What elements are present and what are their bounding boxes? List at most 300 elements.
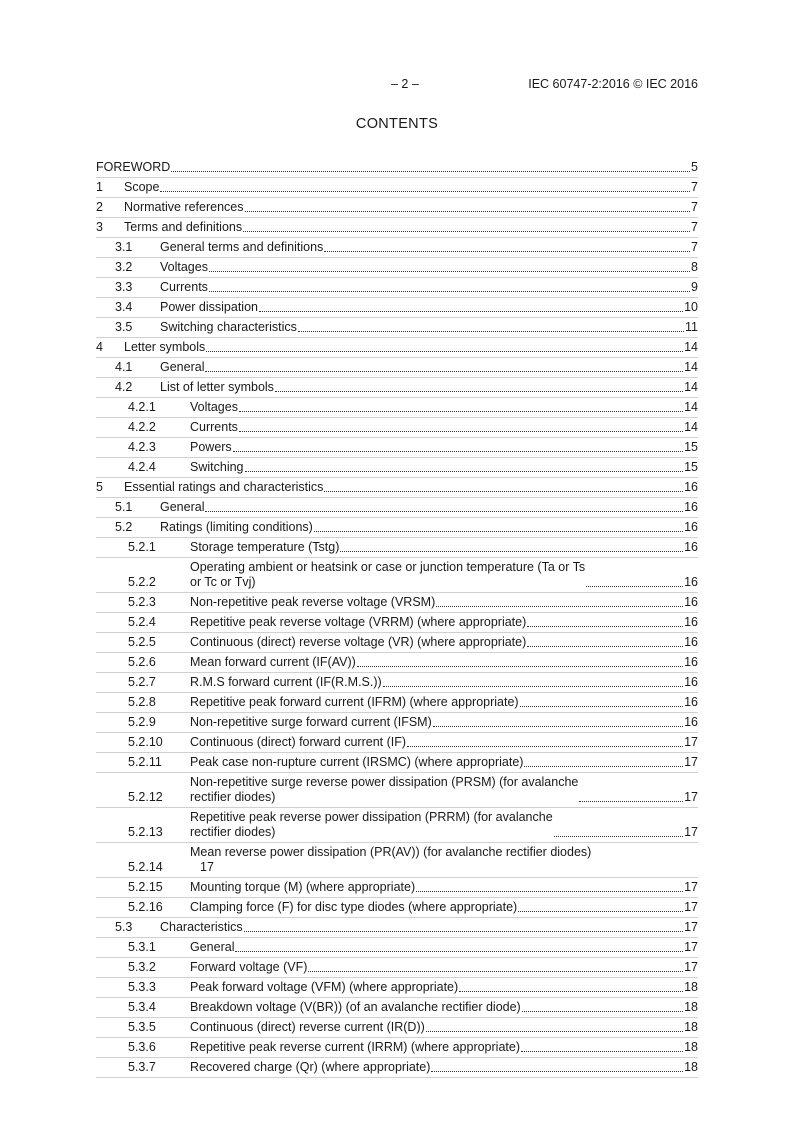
dot-leader — [518, 910, 683, 912]
toc-entry[interactable] — [96, 478, 698, 497]
toc-entry-body — [190, 960, 684, 975]
toc-entry-number: 5.3.5 — [128, 1020, 156, 1034]
toc-entry-page: 14 — [684, 360, 698, 374]
toc-entry-body — [190, 635, 684, 650]
toc-entry-title — [190, 1000, 521, 1015]
toc-entry-title-line: Power dissipation — [160, 300, 258, 314]
toc-entry-title-line: Peak case non-rupture current (IRSMC) (where appropriate) — [190, 755, 524, 769]
toc-entry[interactable] — [96, 918, 698, 937]
toc-entry-title-line: Peak forward voltage (VFM) (where appropriate) — [190, 980, 459, 994]
toc-entry-title-line: 17 — [200, 860, 214, 874]
toc-entry-page: 17 — [684, 960, 698, 974]
toc-entry-title — [190, 595, 435, 610]
toc-entry[interactable] — [96, 998, 698, 1017]
toc-entry-title — [190, 540, 339, 555]
toc-entry[interactable] — [96, 378, 698, 397]
toc-entry-title-line: General terms and definitions — [160, 240, 324, 254]
toc-entry-body — [160, 320, 685, 335]
toc-entry-title-line: Ratings (limiting conditions) — [160, 520, 313, 534]
toc-entry[interactable] — [96, 808, 698, 842]
toc-entry[interactable] — [96, 358, 698, 377]
dot-leader — [244, 930, 683, 932]
toc-entry-number: 5.2.13 — [128, 825, 163, 839]
toc-entry-body — [190, 540, 684, 555]
toc-entry-title-line: Switching — [190, 460, 244, 474]
toc-entry-page: 16 — [684, 695, 698, 709]
toc-entry-title-line: Non-repetitive surge forward current (IFSM) — [190, 715, 432, 729]
toc-entry-title — [190, 440, 232, 455]
page-header — [96, 77, 698, 93]
toc-entry-body — [190, 1040, 684, 1055]
toc-entry-number: 5.2 — [115, 520, 133, 534]
toc-entry[interactable] — [96, 458, 698, 477]
toc-entry-number: 5.3.3 — [128, 980, 156, 994]
toc-entry-title-line: Currents — [190, 420, 238, 434]
toc-entry-body — [160, 920, 684, 935]
dot-leader — [308, 970, 683, 972]
toc-entry-number: 5.2.16 — [128, 900, 163, 914]
dot-leader — [524, 765, 683, 767]
toc-entry[interactable] — [96, 498, 698, 517]
toc-entry[interactable] — [96, 558, 698, 592]
toc-entry-title — [124, 180, 159, 195]
toc-entry[interactable] — [96, 713, 698, 732]
toc-entry-title-line: or Tc or Tvj) — [190, 575, 256, 589]
toc-entry-number: 3 — [96, 220, 103, 234]
toc-entry-number: 5 — [96, 480, 103, 494]
toc-entry-page: 17 — [684, 920, 698, 934]
toc-entry-number: 3.3 — [115, 280, 133, 294]
toc-entry-title — [190, 1040, 520, 1055]
toc-entry-title — [190, 675, 382, 690]
dot-leader — [416, 890, 683, 892]
toc-entry-page: 16 — [684, 575, 698, 589]
toc-entry-page: 17 — [684, 825, 698, 839]
toc-entry-number: 3.1 — [115, 240, 133, 254]
toc-entry-body — [190, 980, 684, 995]
toc-entry-number: 5.2.2 — [128, 575, 156, 589]
toc-entry[interactable] — [96, 198, 698, 217]
toc-entry-title-line: R.M.S forward current (IF(R.M.S.)) — [190, 675, 382, 689]
toc-entry-number: 5.3 — [115, 920, 133, 934]
toc-entry-number: 1 — [96, 180, 103, 194]
toc-entry-body — [190, 755, 684, 770]
toc-entry-body — [124, 200, 691, 215]
toc-entry-page: 14 — [684, 420, 698, 434]
toc-entry-title-line: Breakdown voltage (V(BR)) (of an avalanche rectifier diode) — [190, 1000, 521, 1014]
toc-entry-title — [190, 695, 519, 710]
toc-entry-title-line: Switching characteristics — [160, 320, 297, 334]
toc-entry[interactable] — [96, 338, 698, 357]
toc-entry-title-line: Voltages — [190, 400, 238, 414]
toc-entry-title-line: Non-repetitive peak reverse voltage (VRSM) — [190, 595, 436, 609]
toc-entry-page: 16 — [684, 595, 698, 609]
toc-entry-title — [190, 940, 234, 955]
toc-entry-page: 17 — [684, 755, 698, 769]
toc-entry-body — [190, 900, 684, 915]
toc-entry-page: 10 — [684, 300, 698, 314]
toc-entry-page: 16 — [684, 480, 698, 494]
dot-leader — [522, 1010, 683, 1012]
toc-entry-number: 5.2.11 — [128, 755, 162, 769]
toc-entry[interactable] — [96, 693, 698, 712]
toc-entry-number: 5.2.1 — [128, 540, 156, 554]
toc-entry-title-line: Mean forward current (IF(AV)) — [190, 655, 356, 669]
toc-entry-body — [190, 810, 684, 840]
dot-leader — [298, 330, 684, 332]
toc-entry[interactable] — [96, 1018, 698, 1037]
dot-leader — [243, 230, 690, 232]
toc-entry-title-line: General — [160, 500, 205, 514]
toc-entry-body — [190, 735, 684, 750]
toc-entry-body — [124, 340, 684, 355]
toc-entry-body — [190, 655, 684, 670]
toc-entry-title-line: Non-repetitive surge reverse power dissipation (PRSM) (for avalanche — [190, 775, 579, 789]
toc-entry-title-line: Continuous (direct) reverse voltage (VR) (where appropriate) — [190, 635, 527, 649]
toc-entry-body — [124, 220, 691, 235]
toc-entry[interactable] — [96, 753, 698, 772]
toc-entry[interactable] — [96, 958, 698, 977]
toc-entry-page: 9 — [691, 280, 698, 294]
toc-entry-page: 18 — [684, 1020, 698, 1034]
toc-entry-page: 16 — [684, 675, 698, 689]
toc-entry-body — [190, 420, 684, 435]
toc-entry-number: 5.3.2 — [128, 960, 156, 974]
toc-entry-number: 4.2 — [115, 380, 133, 394]
toc-entry-title-line: Powers — [190, 440, 232, 454]
toc-entry-body — [190, 675, 684, 690]
toc-entry-number: 4.1 — [115, 360, 133, 374]
toc-entry-number: 5.3.7 — [128, 1060, 156, 1074]
dot-leader — [426, 1030, 683, 1032]
toc-entry-number: 5.2.14 — [128, 860, 163, 874]
toc-entry-title — [190, 845, 591, 875]
toc-entry-title-line: Recovered charge (Qr) (where appropriate) — [190, 1060, 431, 1074]
toc-entry-title-line: General — [160, 360, 205, 374]
toc-entry-page: 5 — [691, 160, 698, 174]
toc-entry-body — [124, 480, 684, 495]
toc-entry-title-line: Essential ratings and characteristics — [124, 480, 324, 494]
dot-leader — [209, 270, 690, 272]
toc-entry[interactable] — [96, 398, 698, 417]
toc-entry[interactable] — [96, 773, 698, 807]
dot-leader — [259, 310, 683, 312]
toc-entry[interactable] — [96, 613, 698, 632]
dot-leader — [171, 170, 690, 172]
dot-leader — [459, 990, 683, 992]
toc-entry-page: 18 — [684, 1000, 698, 1014]
dot-leader — [407, 745, 683, 747]
toc-entry-title — [160, 500, 204, 515]
toc-entry-body — [190, 695, 684, 710]
toc-entry-body — [160, 260, 691, 275]
toc-entry-title — [190, 1020, 425, 1035]
toc-entry-body — [190, 880, 684, 895]
dot-leader — [586, 585, 683, 587]
toc-entry-title — [160, 280, 208, 295]
dot-leader — [239, 430, 683, 432]
toc-entry[interactable] — [96, 318, 698, 337]
dot-leader — [324, 490, 683, 492]
toc-entry-number: 5.2.9 — [128, 715, 156, 729]
toc-entry-page: 17 — [684, 940, 698, 954]
toc-entry-number: 4.2.4 — [128, 460, 156, 474]
toc-entry-title — [190, 775, 578, 805]
toc-entry-number: 3.4 — [115, 300, 133, 314]
toc-entry[interactable] — [96, 538, 698, 557]
toc-entry[interactable] — [96, 258, 698, 277]
toc-entry-title-line: Scope — [124, 180, 160, 194]
toc-entry-title — [190, 980, 458, 995]
toc-entry-page: 7 — [691, 180, 698, 194]
toc-entry-number: 5.2.4 — [128, 615, 156, 629]
dot-leader — [245, 470, 684, 472]
toc-entry-body — [190, 615, 684, 630]
toc-entry-number: 2 — [96, 200, 103, 214]
toc-entry-title — [124, 340, 205, 355]
toc-entry-title — [190, 420, 238, 435]
toc-entry-title — [190, 655, 356, 670]
dot-leader — [520, 705, 683, 707]
toc-entry-body — [190, 845, 698, 875]
toc-entry-page: 16 — [684, 635, 698, 649]
toc-entry-number: 5.2.10 — [128, 735, 163, 749]
toc-entry-title — [96, 160, 170, 175]
toc-entry-number: 5.3.6 — [128, 1040, 156, 1054]
toc-entry-page: 16 — [684, 500, 698, 514]
toc-entry-title-line: Operating ambient or heatsink or case or junction temperature (Ta or Ts — [190, 560, 586, 574]
dot-leader — [233, 450, 683, 452]
toc-entry[interactable] — [96, 1058, 698, 1077]
toc-entry-title — [190, 900, 517, 915]
toc-entry[interactable] — [96, 238, 698, 257]
toc-entry[interactable] — [96, 673, 698, 692]
toc-entry-title — [160, 380, 274, 395]
toc-entry[interactable] — [96, 593, 698, 612]
toc-entry-title — [160, 520, 313, 535]
toc-entry-number: 5.1 — [115, 500, 133, 514]
toc-entry-page: 16 — [684, 655, 698, 669]
dot-leader — [579, 800, 683, 802]
toc-entry[interactable] — [96, 418, 698, 437]
toc-entry-page: 7 — [691, 200, 698, 214]
toc-entry-page: 18 — [684, 1060, 698, 1074]
toc-entry-page: 16 — [684, 540, 698, 554]
toc-entry[interactable] — [96, 843, 698, 877]
toc-entry[interactable] — [96, 298, 698, 317]
toc-entry-body — [190, 775, 684, 805]
toc-entry-body — [190, 460, 684, 475]
toc-entry-title — [160, 240, 323, 255]
toc-entry-body — [190, 560, 684, 590]
toc-entry-title-line: Forward voltage (VF) — [190, 960, 308, 974]
toc-entry[interactable] — [96, 938, 698, 957]
toc-entry-title-line: Normative references — [124, 200, 244, 214]
toc-entry-title-line: General — [190, 940, 235, 954]
toc-entry-page: 8 — [691, 260, 698, 274]
toc-entry-number: 5.2.5 — [128, 635, 156, 649]
toc-entry-title — [124, 220, 242, 235]
dot-leader — [206, 350, 683, 352]
toc-entry-title — [190, 810, 553, 840]
dot-leader — [324, 250, 690, 252]
toc-entry-body — [160, 520, 684, 535]
table-of-contents — [96, 158, 698, 1078]
toc-entry-body — [160, 300, 684, 315]
toc-entry-title-line: Repetitive peak reverse current (IRRM) (where appropriate) — [190, 1040, 520, 1054]
toc-entry-title — [190, 560, 585, 590]
toc-entry-page: 14 — [684, 340, 698, 354]
toc-entry-title-line: Mounting torque (M) (where appropriate) — [190, 880, 416, 894]
dot-leader — [239, 410, 683, 412]
toc-entry-title — [124, 200, 244, 215]
toc-entry-number: 5.2.8 — [128, 695, 156, 709]
toc-entry[interactable] — [96, 438, 698, 457]
toc-entry-title — [190, 1060, 430, 1075]
toc-entry-page: 15 — [684, 460, 698, 474]
toc-entry-page: 16 — [684, 615, 698, 629]
document-id: IEC 60747-2:2016 © IEC 2016 — [528, 77, 698, 91]
toc-entry-number: 5.2.12 — [128, 790, 163, 804]
toc-entry[interactable] — [96, 218, 698, 237]
contents-title: CONTENTS — [355, 116, 439, 132]
toc-entry-body — [160, 500, 684, 515]
toc-entry-title — [190, 460, 244, 475]
toc-entry-title — [190, 755, 523, 770]
toc-entry-title-line: Repetitive peak reverse voltage (VRRM) (where appropriate) — [190, 615, 527, 629]
dot-leader — [521, 1050, 683, 1052]
toc-entry-page: 17 — [684, 900, 698, 914]
toc-entry-page: 17 — [684, 790, 698, 804]
toc-entry-page: 17 — [684, 880, 698, 894]
toc-entry-page: 17 — [684, 735, 698, 749]
toc-entry-number: 5.2.7 — [128, 675, 156, 689]
dot-leader — [160, 190, 690, 192]
toc-entry-body — [190, 1060, 684, 1075]
dot-leader — [383, 685, 683, 687]
toc-entry-body — [190, 715, 684, 730]
toc-entry-body — [190, 440, 684, 455]
toc-entry-title-line: rectifier diodes) — [190, 790, 276, 804]
toc-entry[interactable] — [96, 158, 698, 177]
toc-entry[interactable] — [96, 1038, 698, 1057]
toc-entry-title-line: Storage temperature (Tstg) — [190, 540, 340, 554]
toc-entry-page: 14 — [684, 400, 698, 414]
toc-entry-title-line: Voltages — [160, 260, 208, 274]
toc-entry-body — [96, 160, 691, 175]
toc-entry-title-line: Terms and definitions — [124, 220, 243, 234]
toc-entry-title — [190, 715, 432, 730]
toc-entry-number: 5.2.15 — [128, 880, 163, 894]
toc-entry-title-line: Letter symbols — [124, 340, 206, 354]
toc-entry-body — [190, 1000, 684, 1015]
toc-entry-title — [160, 300, 258, 315]
toc-entry-title — [160, 260, 208, 275]
toc-entry-title — [190, 880, 415, 895]
toc-entry[interactable] — [96, 898, 698, 917]
toc-entry-body — [190, 940, 684, 955]
toc-entry-number: 4.2.2 — [128, 420, 156, 434]
toc-entry-page: 16 — [684, 715, 698, 729]
dot-leader — [205, 370, 683, 372]
toc-entry-title — [124, 480, 323, 495]
dot-leader — [436, 605, 683, 607]
toc-entry-body — [190, 1020, 684, 1035]
toc-entry-title-line: Repetitive peak reverse power dissipation (PRRM) (for avalanche — [190, 810, 553, 824]
toc-entry-page: 18 — [684, 1040, 698, 1054]
toc-entry-title-line: Clamping force (F) for disc type diodes (where appropriate) — [190, 900, 518, 914]
toc-entry[interactable] — [96, 178, 698, 197]
toc-entry-title-line: List of letter symbols — [160, 380, 274, 394]
toc-entry-title-line: Characteristics — [160, 920, 243, 934]
toc-entry-title-line: Continuous (direct) forward current (IF) — [190, 735, 407, 749]
toc-entry-body — [160, 360, 684, 375]
toc-entry-number: 4 — [96, 340, 103, 354]
toc-entry-title-line: FOREWORD — [96, 160, 171, 174]
toc-entry-page: 15 — [684, 440, 698, 454]
toc-entry-title-line: Currents — [160, 280, 208, 294]
dot-leader — [431, 1070, 683, 1072]
page-number: – 2 – — [391, 77, 419, 91]
toc-entry-page: 16 — [684, 520, 698, 534]
toc-entry[interactable] — [96, 278, 698, 297]
toc-entry-body — [190, 595, 684, 610]
toc-separator — [96, 1077, 698, 1078]
toc-entry-title — [190, 615, 526, 630]
toc-entry-title — [160, 920, 243, 935]
toc-entry-title — [190, 635, 526, 650]
toc-entry-title-line: rectifier diodes) — [190, 825, 276, 839]
dot-leader — [527, 625, 683, 627]
toc-entry-title — [190, 735, 406, 750]
toc-entry-title — [190, 400, 238, 415]
toc-entry-title-line: Continuous (direct) reverse current (IR(D)) — [190, 1020, 425, 1034]
toc-entry-number: 3.5 — [115, 320, 133, 334]
toc-entry-body — [160, 380, 684, 395]
toc-entry[interactable] — [96, 978, 698, 997]
toc-entry-title-line: Mean reverse power dissipation (PR(AV)) (for avalanche rectifier diodes) — [190, 845, 592, 859]
toc-entry-page: 11 — [685, 320, 698, 334]
dot-leader — [205, 510, 683, 512]
dot-leader — [235, 950, 683, 952]
dot-leader — [340, 550, 683, 552]
dot-leader — [357, 665, 683, 667]
toc-entry-number: 5.3.1 — [128, 940, 156, 954]
dot-leader — [209, 290, 690, 292]
toc-entry-body — [160, 240, 691, 255]
toc-entry[interactable] — [96, 733, 698, 752]
toc-entry-number: 3.2 — [115, 260, 133, 274]
toc-entry-body — [160, 280, 691, 295]
dot-leader — [245, 210, 691, 212]
dot-leader — [433, 725, 683, 727]
toc-entry-title-line: Repetitive peak forward current (IFRM) (where appropriate) — [190, 695, 519, 709]
toc-entry-number: 5.2.6 — [128, 655, 156, 669]
toc-entry[interactable] — [96, 633, 698, 652]
dot-leader — [275, 390, 683, 392]
toc-entry-title — [160, 360, 204, 375]
dot-leader — [554, 835, 683, 837]
toc-entry[interactable] — [96, 653, 698, 672]
toc-entry-body — [190, 400, 684, 415]
toc-entry[interactable] — [96, 518, 698, 537]
toc-entry-number: 5.3.4 — [128, 1000, 156, 1014]
dot-leader — [527, 645, 683, 647]
toc-entry[interactable] — [96, 878, 698, 897]
toc-entry-page: 14 — [684, 380, 698, 394]
toc-entry-page: 18 — [684, 980, 698, 994]
toc-entry-title — [160, 320, 297, 335]
